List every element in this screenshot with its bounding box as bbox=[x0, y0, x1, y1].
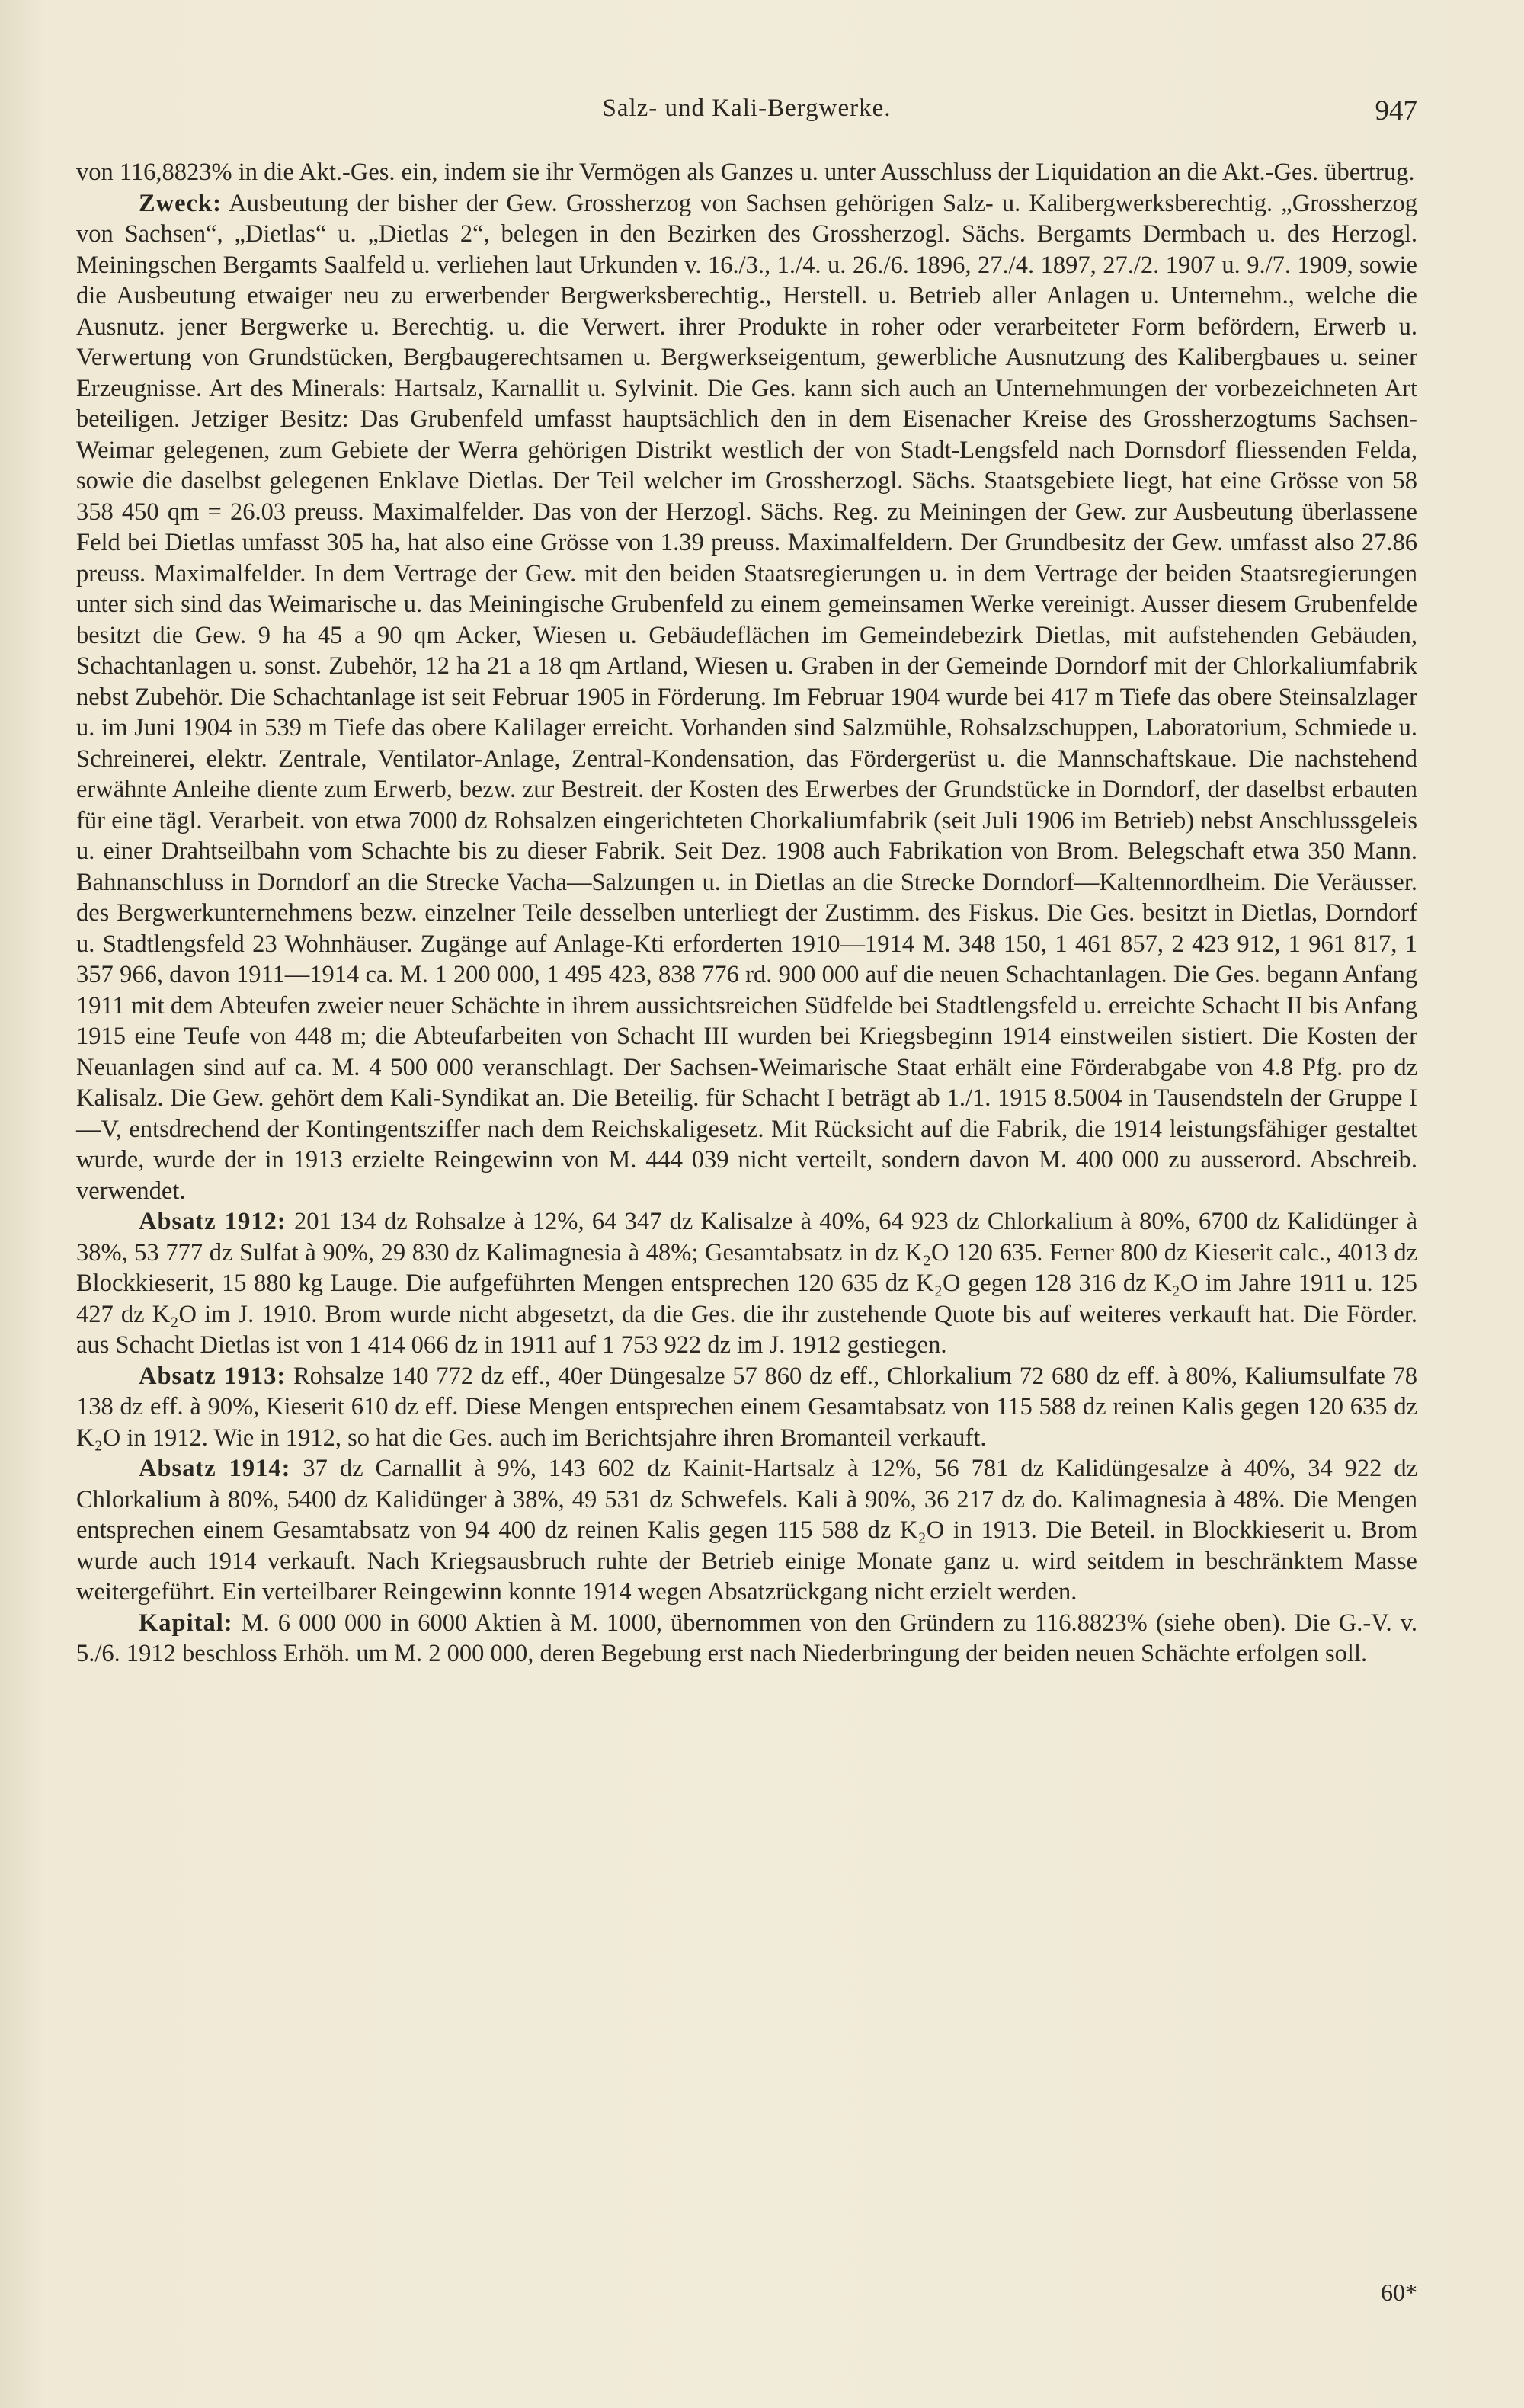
paragraph-absatz-1912 bbox=[76, 1206, 1417, 1361]
running-title: Salz- und Kali-Bergwerke. bbox=[602, 94, 892, 122]
body-text bbox=[76, 157, 1417, 1670]
paragraph-text: M. 6 000 000 in 6000 Aktien à M. 1000, übernommen von den Gründern zu 116.8823% (siehe oben). Die G.-V. v. 5./6. 1912 beschloss Erhöh. um M. 2 000 000, deren Begebung erst nach Niederbringung der beiden neuen Schächte erfolgen soll. bbox=[76, 1609, 1417, 1667]
section-label: Absatz 1913: bbox=[139, 1362, 287, 1390]
paragraph-zweck bbox=[76, 188, 1417, 1207]
paragraph-text: 37 dz Carnallit à 9%, 143 602 dz Kainit-Hartsalz à 12%, 56 781 dz Kalidüngesalze à 40%, 34 922 dz Chlorkalium à 80%, 5400 dz Kalidünger à 38%, 49 531 dz Schwefels. Kali à 90%, 36 217 dz do. Kalimagnesia à 48%. Die Mengen entsprechen einem Gesamtabsatz von 94 400 dz reinen Kalis gegen 115 588 dz K₂O in 1913. Die Beteil. in Blockkieserit u. Brom wurde auch 1914 verkauft. Nach Kriegsausbruch ruhte der Betrieb einige Monate ganz u. wird seitdem in beschränktem Masse weitergeführt. Ein verteilbarer Reingewinn konnte 1914 wegen Absatzrückgang nicht erzielt werden. bbox=[76, 1455, 1418, 1606]
paragraph-text: Rohsalze 140 772 dz eff., 40er Düngesalze 57 860 dz eff., Chlorkalium 72 680 dz eff. à 80%, Kaliumsulfate 78 138 dz eff. à 90%, Kieserit 610 dz eff. Diese Mengen entsprechen einem Gesamtabsatz von 115 588 dz reinen Kalis gegen 120 635 dz K₂O in 1912. Wie in 1912, so hat die Ges. auch im Berichtsjahre ihren Bromanteil verkauft. bbox=[76, 1362, 1418, 1452]
section-label: Zweck: bbox=[139, 189, 222, 217]
paragraph-absatz-1913 bbox=[76, 1361, 1417, 1454]
paragraph-intro bbox=[76, 157, 1417, 188]
paragraph-text: von 116,8823% in die Akt.-Ges. ein, indem sie ihr Vermögen als Ganzes u. unter Ausschluss der Liquidation an die Akt.-Ges. übertrug. bbox=[76, 159, 1415, 186]
section-label: Absatz 1914: bbox=[139, 1455, 291, 1482]
paragraph-kapital bbox=[76, 1608, 1417, 1670]
paragraph-text: 201 134 dz Rohsalze à 12%, 64 347 dz Kalisalze à 40%, 64 923 dz Chlorkalium à 80%, 6700 dz Kalidünger à 38%, 53 777 dz Sulfat à 90%, 29 830 dz Kalimagnesia à 48%; Gesamtabsatz in dz K₂O 120 635. Ferner 800 dz Kieserit calc., 4013 dz Blockkieserit, 15 880 kg Lauge. Die aufgeführten Mengen entsprechen 120 635 dz K₂O gegen 128 316 dz K₂O im Jahre 1911 u. 125 427 dz K₂O im J. 1910. Brom wurde nicht abgesetzt, da die Ges. die ihr zustehende Quote bis auf weiteres verkauft hat. Die Förder. aus Schacht Dietlas ist von 1 414 066 dz in 1911 auf 1 753 922 dz im J. 1912 gestiegen. bbox=[76, 1208, 1418, 1359]
paragraph-absatz-1914 bbox=[76, 1453, 1417, 1608]
section-label: Absatz 1912: bbox=[139, 1208, 287, 1235]
page-number: 947 bbox=[1375, 95, 1417, 126]
signature-mark: 60* bbox=[1381, 2278, 1417, 2306]
section-label: Kapital: bbox=[139, 1609, 233, 1637]
page-header bbox=[76, 94, 1417, 140]
paragraph-text: Ausbeutung der bisher der Gew. Grossherzog von Sachsen gehörigen Salz- u. Kalibergwerksberechtig. „Grossherzog von Sachsen“, „Dietlas“ u. „Dietlas 2“, belegen in den Bezirken des Grossherzogl. Sächs. Bergamts Dermbach u. des Herzogl. Meiningschen Bergamts Saalfeld u. verliehen laut Urkunden v. 16./3., 1./4. u. 26./6. 1896, 27./4. 1897, 27./2. 1907 u. 9./7. 1909, sowie die Ausbeutung etwaiger neu zu erwerbender Bergwerksberechtig., Herstell. u. Betrieb aller Anlagen u. Unternehm., welche die Ausnutz. jener Bergwerke u. Berechtig. u. die Verwert. ihrer Produkte in roher oder verarbeiteter Form befördern, Erwerb u. Verwertung von Grundstücken, Bergbaugerechtsamen u. Bergwerkseigentum, gewerbliche Ausnutzung des Kalibergbaues u. seiner Erzeugnisse. Art des Minerals: Hartsalz, Karnallit u. Sylvinit. Die Ges. kann sich auch an Unternehmungen der vorbezeichneten Art beteiligen. Jetziger Besitz: Das Grubenfeld umfasst hauptsächlich den in dem Eisenacher Kreise des Grossherzogtums Sachsen-Weimar gelegenen, zum Gebiete der Werra gehörigen Distrikt westlich der von Stadt-Lengsfeld nach Dornsdorf fliessenden Felda, sowie die daselbst gelegenen Enklave Dietlas. Der Teil welcher im Grossherzogl. Sächs. Staatsgebiete liegt, hat eine Grösse von 58 358 450 qm = 26.03 preuss. Maximalfelder. Das von der Herzogl. Sächs. Reg. zu Meiningen der Gew. zur Ausbeutung überlassene Feld bei Dietlas umfasst 305 ha, hat also eine Grösse von 1.39 preuss. Maximalfeldern. Der Grundbesitz der Gew. umfasst also 27.86 preuss. Maximalfelder. In dem Vertrage der Gew. mit den beiden Staatsregierungen u. in dem Vertrage der beiden Staatsregierungen unter sich sind das Weimarische u. das Meiningische Grubenfeld zu einem gemeinsamen Werke vereinigt. Ausser diesem Grubenfelde besitzt die Gew. 9 ha 45 a 90 qm Acker, Wiesen u. Gebäudeflächen im Gemeindebezirk Dietlas, mit aufstehenden Gebäuden, Schachtanlagen u. sonst. Zubehör, 12 ha 21 a 18 qm Artland, Wiesen u. Graben in der Gemeinde Dorndorf mit der Chlorkaliumfabrik nebst Zubehör. Die Schachtanlage ist seit Februar 1905 in Förderung. Im Februar 1904 wurde bei 417 m Tiefe das obere Steinsalzlager u. im Juni 1904 in 539 m Tiefe das obere Kalilager erreicht. Vorhanden sind Salzmühle, Rohsalzschuppen, Laboratorium, Schmiede u. Schreinerei, elektr. Zentrale, Ventilator-Anlage, Zentral-Kondensation, das Fördergerüst u. die Mannschaftskaue. Die nachstehend erwähnte Anleihe diente zum Erwerb, bezw. zur Bestreit. der Kosten des Erwerbes der Grundstücke in Dorndorf, der daselbst erbauten für eine tägl. Verarbeit. von etwa 7000 dz Rohsalzen eingerichteten Chorkaliumfabrik (seit Juli 1906 im Betrieb) nebst Anschlussgeleis u. einer Drahtseilbahn vom Schachte bis zu dieser Fabrik. Seit Dez. 1908 auch Fabrikation von Brom. Belegschaft etwa 350 Mann. Bahnanschluss in Dorndorf an die Strecke Vacha—Salzungen u. in Dietlas an die Strecke Dorndorf—Kaltennordheim. Die Veräusser. des Bergwerkunternehmens bezw. einzelner Teile desselben unterliegt der Zustimm. des Fiskus. Die Ges. besitzt in Dietlas, Dorndorf u. Stadtlengsfeld 23 Wohnhäuser. Zugänge auf Anlage-Kti erforderten 1910—1914 M. 348 150, 1 461 857, 2 423 912, 1 961 817, 1 357 966, davon 1911—1914 ca. M. 1 200 000, 1 495 423, 838 776 rd. 900 000 auf die neuen Schachtanlagen. Die Ges. begann Anfang 1911 mit dem Abteufen zweier neuer Schächte in ihrem aussichtsreichen Südfelde bei Stadtlengsfeld u. erreichte Schacht II bis Anfang 1915 eine Teufe von 448 m; die Abteufarbeiten von Schacht III wurden bei Kriegsbeginn 1914 einstweilen sistiert. Die Kosten der Neuanlagen sind auf ca. M. 4 500 000 veranschlagt. Der Sachsen-Weimarische Staat erhält eine Förderabgabe von 4.8 Pfg. pro dz Kalisalz. Die Gew. gehört dem Kali-Syndikat an. Die Beteilig. für Schacht I beträgt ab 1./1. 1915 8.5004 in Tausendsteln der Gruppe I—V, entsdrechend der Kontingentsziffer nach dem Reichskaligesetz. Mit Rücksicht auf die Fabrik, die 1914 leistungsfähiger gestaltet wurde, wurde der in 1913 erzielte Reingewinn von M. 444 039 nicht verteilt, sondern davon M. 400 000 zu ausserord. Abschreib. verwendet. bbox=[76, 189, 1417, 1205]
